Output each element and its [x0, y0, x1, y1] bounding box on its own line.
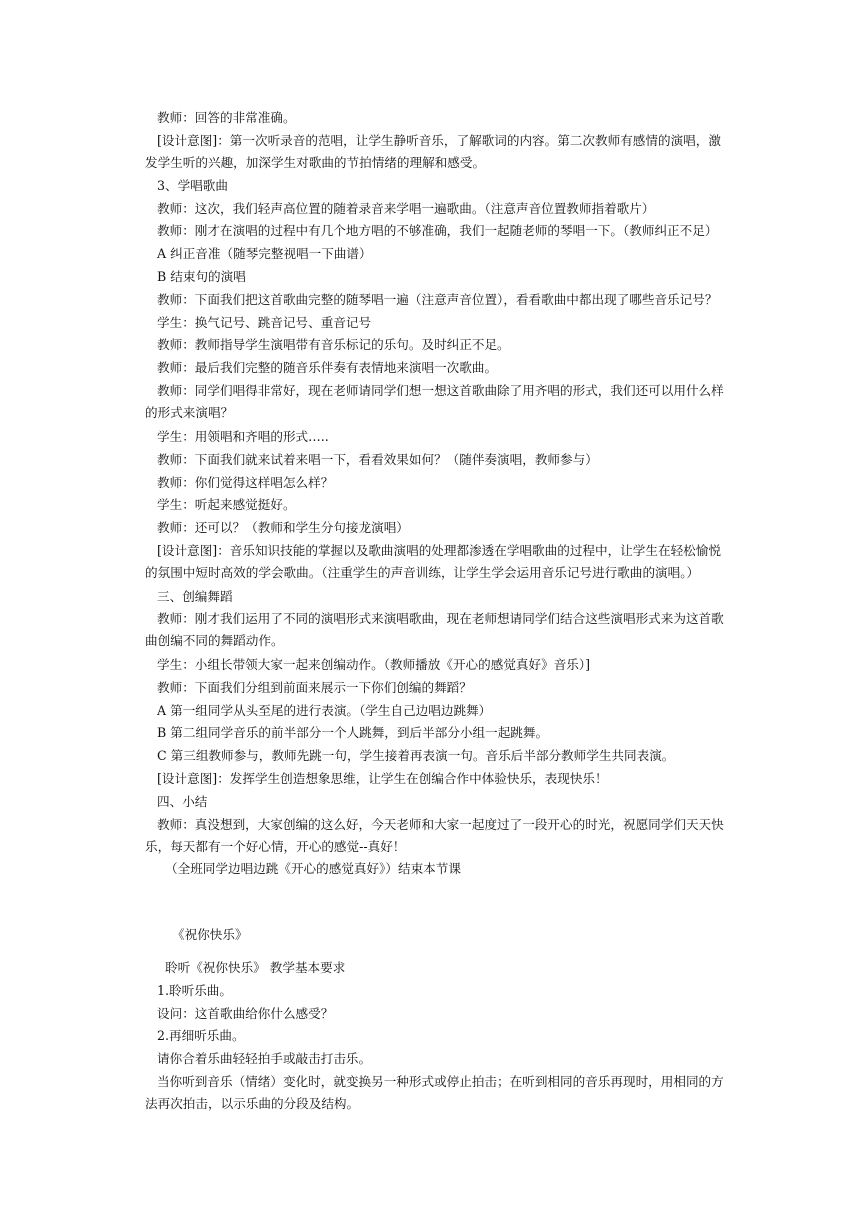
paragraph: 教师：真没想到，大家创编的这么好，今天老师和大家一起度过了一段开心的时光，祝愿同学们天天快乐，每天都有一个好心情，开心的感觉--真好！	[145, 817, 724, 854]
paragraph: 教师：这次，我们轻声高位置的随着录音来学唱一遍歌曲。（注意声音位置教师指着歌片）	[157, 201, 655, 216]
paragraph: 教师：下面我们把这首歌曲完整的随琴唱一遍（注意声音位置），看看歌曲中都出现了哪些音乐记号？	[157, 292, 718, 307]
paragraph: 学生：听起来感觉挺好。	[157, 497, 296, 512]
paragraph: （全班同学边唱边跳《开心的感觉真好》）结束本节课	[165, 861, 461, 876]
paragraph: 学生：小组长带领大家一起来创编动作。（教师播放《开心的感觉真好》音乐）]	[157, 657, 591, 672]
paragraph: 教师：最后我们完整的随音乐伴奏有表情地来演唱一次歌曲。	[157, 360, 498, 375]
paragraph: 教师：刚才在演唱的过程中有几个地方唱的不够准确，我们一起随老师的琴唱一下。（教师纠正不足）	[157, 223, 718, 238]
paragraph: 聆听《祝你快乐》 教学基本要求	[165, 960, 346, 975]
list-item: C 第三组教师参与，教师先跳一句，学生接着再表演一句。音乐后半部分教师学生共同表演。	[157, 748, 675, 763]
paragraph: 学生：换气记号、跳音记号、重音记号	[157, 315, 372, 330]
paragraph: 教师：下面我们就来试着来唱一下，看看效果如何？（随伴奏演唱，教师参与）	[157, 452, 598, 467]
section-heading: 三、创编舞蹈	[157, 589, 233, 604]
paragraph: 教师：下面我们分组到前面来展示一下你们创编的舞蹈？	[157, 680, 472, 695]
paragraph: 教师：刚才我们运用了不同的演唱形式来演唱歌曲，现在老师想请同学们结合这些演唱形式来为这首歌曲创编不同的舞蹈动作。	[145, 611, 724, 648]
design-intent-paragraph: [设计意图]：第一次听录音的范唱，让学生静听音乐，了解歌词的内容。第二次教师有感情的演唱，激发学生听的兴趣，加深学生对歌曲的节拍情绪的理解和感受。	[145, 133, 721, 170]
list-item: 1.聆听乐曲。	[157, 983, 232, 998]
paragraph: 教师：教师指导学生演唱带有音乐标记的乐句。及时纠正不足。	[157, 337, 510, 352]
paragraph: 当你听到音乐（情绪）变化时，就变换另一种形式或停止拍击；在听到相同的音乐再现时，用相同的方法再次拍击，以示乐曲的分段及结构。	[145, 1074, 724, 1111]
list-item: B 结束句的演唱	[157, 269, 246, 284]
paragraph: 教师：还可以？（教师和学生分句接龙演唱）	[157, 520, 409, 535]
list-item: A 第一组同学从头至尾的进行表演。（学生自己边唱边跳舞）	[157, 703, 492, 718]
list-item: B 第二组同学音乐的前半部分一个人跳舞，到后半部分小组一起跳舞。	[157, 725, 549, 740]
list-item: A 纠正音准（随琴完整视唱一下曲谱）	[157, 246, 372, 261]
paragraph: 教师：同学们唱得非常好，现在老师请同学们想一想这首歌曲除了用齐唱的形式，我们还可以用什么样的形式来演唱？	[145, 383, 724, 420]
design-intent-paragraph: [设计意图]：音乐知识技能的掌握以及歌曲演唱的处理都渗透在学唱歌曲的过程中，让学生在轻松愉悦的氛围中短时高效的学会歌曲。（注重学生的声音训练，让学生学会运用音乐记号进行歌曲的演唱。）	[145, 543, 721, 580]
section-heading: 3、学唱歌曲	[157, 178, 228, 193]
paragraph: 学生：用领唱和齐唱的形式…..	[157, 429, 329, 444]
section-title: 《祝你快乐》	[172, 927, 248, 942]
list-item: 2.再细听乐曲。	[157, 1028, 245, 1043]
paragraph: 教师：回答的非常准确。	[157, 110, 296, 125]
paragraph: 教师：你们觉得这样唱怎么样？	[157, 475, 334, 490]
paragraph: 请你合着乐曲轻轻拍手或敲击打击乐。	[157, 1051, 372, 1066]
design-intent-paragraph: [设计意图]：发挥学生创造想象思维，让学生在创编合作中体验快乐，表现快乐！	[157, 771, 608, 786]
section-heading: 四、小结	[157, 794, 208, 809]
paragraph: 设问：这首歌曲给你什么感受？	[157, 1006, 334, 1021]
